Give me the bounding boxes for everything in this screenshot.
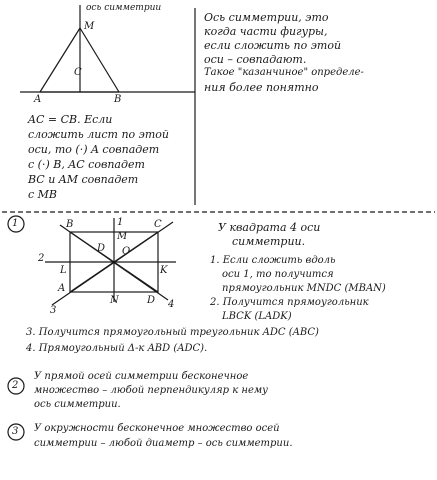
triangle-text-line: BC и AM совпадет [28,173,139,186]
triangle-text-line: оси, то (·) A совпадет [28,143,160,156]
item3-line: симметрии – любой диаметр – ось симметрии. [34,438,293,449]
point-line: 2. Получится прямоугольник [210,297,369,308]
heading-line: У квадрата 4 оси [218,221,321,234]
item-marker-2: 2 [12,380,19,391]
vertex-label-m: M [117,231,128,242]
point-line: прямоугольник MNDC (MBAN) [222,283,386,294]
definition-line: оси – совпадают. [204,53,307,66]
vertex-label-n: N [110,295,119,306]
vertex-label-c: C [74,67,82,78]
item-marker-1: 1 [12,218,19,229]
axis-number-1: 1 [117,217,124,228]
axis-number-3: 3 [50,305,57,316]
vertex-label-d: D [97,243,106,254]
triangle-side-mb [80,28,119,92]
item2-line: У прямой осей симметрии бесконечное [34,371,249,382]
item2-line: ось симметрии. [34,399,121,410]
definition-line: если сложить по этой [204,39,342,52]
axis-number-2: 2 [38,253,45,264]
vertex-label-b: B [114,94,122,105]
item3-line: У окружности бесконечное множество осей [34,423,280,434]
definition-line: ния более понятно [204,81,319,94]
vertex-label-a: A [34,94,42,105]
vertex-label-c: C [154,219,162,230]
vertex-label-a: A [58,283,66,294]
triangle-text-line: AC = CB. Если [28,113,113,126]
triangle-text-line: с MB [28,188,58,201]
triangle-side-ma [40,28,80,92]
definition-line: Такое "казанчиное" определе- [204,67,364,78]
vertex-label-k: K [160,265,168,276]
axis-label: ось симметрии [86,3,162,13]
point-line: 1. Если сложить вдоль [210,255,336,266]
vertex-label-m: M [84,21,95,32]
item-marker-3: 3 [12,426,19,437]
vertex-label-o: O [122,246,131,257]
vertex-label-d-bottom: D [147,295,156,306]
heading-line: симметрии. [232,235,306,248]
point-line: 4. Прямоугольный Δ-к ABD (ADC). [26,343,208,354]
triangle-text-line: сложить лист по этой [28,128,169,141]
vertex-label-l: L [60,265,67,276]
point-line: 3. Получится прямоугольный треугольник ADC (ABC) [26,327,319,338]
definition-line: когда части фигуры, [204,25,328,38]
point-line: оси 1, то получится [222,269,334,280]
vertex-label-b: B [66,219,74,230]
point-line: LBCK (LADK) [222,311,292,322]
item2-line: множество – любой перпендикуляр к нему [34,385,268,396]
triangle-text-line: с (·) B, AC совпадет [28,158,145,171]
axis-number-4: 4 [168,299,175,310]
definition-line: Ось симметрии, это [204,11,329,24]
